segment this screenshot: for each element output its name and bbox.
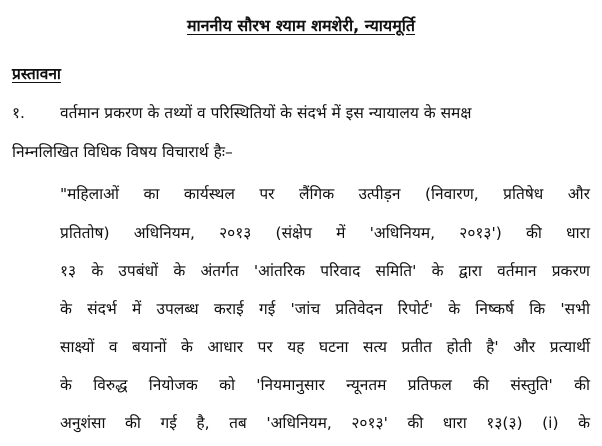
quoted-line: के विरुद्ध नियोजक को 'नियमानुसार न्यूनतम प्रतिफल की संस्तुति' की	[60, 376, 590, 394]
quoted-line: १३ के उपबंधों के अंतर्गत 'आंतरिक परिवाद समिति' के द्वारा वर्तमान प्रकरण	[60, 262, 590, 280]
section-heading: प्रस्तावना	[12, 65, 61, 83]
quoted-line: साक्ष्यों व बयानों के आधार पर यह घटना सत्य प्रतीत होती है' और प्रत्यार्थी	[60, 338, 590, 356]
quoted-line: प्रतितोष) अधिनियम, २०१३ (संक्षेप में 'अधिनियम, २०१३') की धारा	[60, 224, 590, 242]
quoted-line: "महिलाओं का कार्यस्थल पर लैंगिक उत्पीड़न (निवारण, प्रतिषेध और	[60, 185, 590, 203]
intro-line: वर्तमान प्रकरण के तथ्यों व परिस्थितियों के संदर्भ में इस न्यायालय के समक्ष	[60, 104, 472, 122]
paragraph-number: १.	[12, 104, 25, 122]
judge-title-text: माननीय सौरभ श्याम शमशेरी, न्यायमूर्ति	[186, 16, 416, 35]
judge-title	[0, 14, 602, 38]
quoted-line: के संदर्भ में उपलब्ध कराई गई 'जांच प्रतिवेदन रिपोर्ट' के निष्कर्ष कि 'सभी	[60, 300, 590, 318]
quoted-line: अनुशंसा की गई है, तब 'अधिनियम, २०१३' की धारा १३(३) (i) के	[60, 414, 590, 432]
intro-line: निम्नलिखित विधिक विषय विचारार्थ हैः–	[12, 143, 233, 161]
